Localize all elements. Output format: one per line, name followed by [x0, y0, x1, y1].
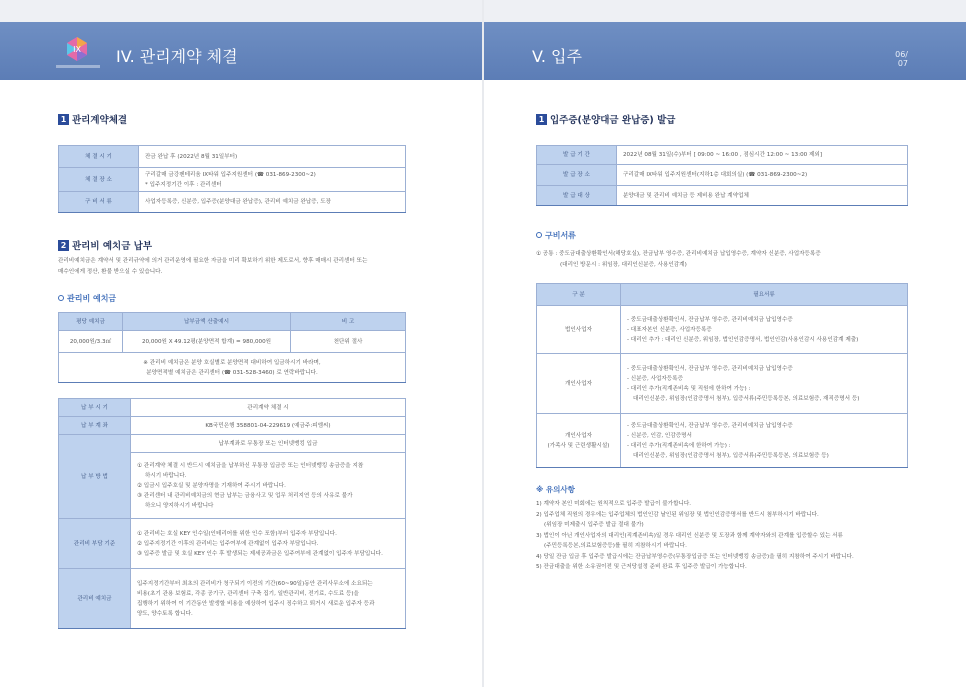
table-row: 체 결 시 기 잔금 완납 후 (2022년 8월 31일부터)	[59, 146, 406, 168]
docs-subtitle: 구비서류	[536, 230, 576, 241]
table-row: 발 급 장 소 구리갈매 IX타워 입주지원센터(지하1층 대회의실) (☎ 031-869-2300~2)	[537, 165, 908, 186]
deposit-description: 관리비예치금은 계약서 및 관리규약에 의거 관리운영에 필요한 자금을 미리 확보하기 위한 제도로서, 향후 매매시 관리센터 또는 매수인에게 정산, 환불 받으실 수 있습니다.	[58, 258, 368, 275]
page-number: 06/ 07	[895, 50, 908, 68]
circle-bullet-icon	[58, 295, 64, 301]
table-row: 20,000원/3.3㎡ 20,000원 X 49.12평(분양면적 합계) = 980,000원 천단위 절사	[59, 331, 406, 353]
logo-tagline	[56, 65, 100, 68]
common-docs: ① 공통 : 중도금대출상환확인서(해당호실), 잔금납부 영수증, 관리비예치금 납입영수증, 계약자 신분증, 사업자등록증 (대리인 방문시 : 위임장, 대리인신분증, 사용인감계)	[536, 251, 821, 268]
left-page	[0, 0, 482, 687]
deposit-table	[58, 312, 406, 383]
notice-title: ※ 유의사항	[536, 485, 575, 494]
table-header-row: 구 분 필요서류	[537, 284, 908, 306]
section-contract-title: 1 관리계약체결	[58, 112, 127, 126]
notice-list: 1) 계약자 본인 미회에는 원칙적으로 입주증 발급이 불가합니다. 2) 입주업체 직원의 경우에는 입주업체의 법인인감 날인된 위임장 및 법인인감증명서를 반드시 첨부하시기 바랍니다. (위임장 미제출시 입주증 발급 절대 불가) 3) 법인이 아닌 개인사업자의 대리인(직계존비속)일 경우 대리인 신분증 및 도장과 함께 계약자와의 관계를 입증할수 있는 서류 (주민등록등본,의료보험증등)를 필히 지참하시기 바랍니다. 4) 당일 잔금 입금 후 입주증 발급시에는 잔금납부영수증(무통장입금증 또는 인터넷뱅킹 송금증)을 필히 지참하여 주시기 바랍니다. 5) 잔금대출을 위한 소유권이전 및 근저당설정 준비 완료 후 입주증 발급이 가능합니다.	[536, 501, 854, 570]
left-header-band	[0, 0, 482, 80]
payment-table	[58, 398, 406, 629]
table-row: 개인사업자 (가족사 및 근린생활시설) - 중도금대출상환확인서, 잔금납부 영수증, 관리비예치금 납입영수증 - 신분증, 인감, 인감증명서 - 대리인 추가(직계존비속에 한하여 가능) : 대리인신분증, 위임장(인감증명서 첨부), 입증서류(주민등록등본, 의료보험증 등)	[537, 414, 908, 468]
svg-text:IX: IX	[73, 45, 81, 54]
table-row: 관리비 예치금 입주지정기간부터 최초의 관리비가 청구되기 이전의 기간(60~90일)동안 관리사무소에 소요되는 비용(초기 관용 보험료, 각종 공기구, 관리센터 구축 집기, 일반관리비, 전기료, 수도료 등)을 집행하기 위하여 이 기간동안 발생할 비용을 예상하여 입주시 징수하고 퇴거시 새로운 입주자 등과 양도, 양수토록 합니다.	[59, 569, 406, 629]
ix-logo-icon	[66, 36, 88, 62]
table-row: 납 부 방 법 납부계좌로 무통장 또는 인터넷뱅킹 입금	[59, 435, 406, 453]
table-row: 구 비 서 류 사업자등록증, 신분증, 입주증(분양대금 완납증), 관리비 예치금 완납증, 도장	[59, 192, 406, 213]
contract-table	[58, 145, 406, 213]
table-row: ① 관리계약 체결 시 반드시 예치금을 납부하신 무통장 입금증 또는 인터넷뱅킹 송금증을 지참 하시기 바랍니다. ② 입금시 입주호실 및 분양자명을 기재하여 주시기 바랍니다. ③ 관리센터 내 관리비예치금의 현금 납부는 금융사고 및 업무 처리지연 등의 사유로 불가 하오니 양지하시기 바랍니다	[59, 453, 406, 519]
table-header-row: 평당 예치금 납부금액 산출예시 비 고	[59, 313, 406, 331]
table-row: ※ 관리비 예치금은 분양 호실별로 분양면적 대비하여 입금하시기 바라며, 분양면적별 예치금은 관리센터 (☎ 031-528-3460) 로 연락바랍니다.	[59, 353, 406, 383]
table-row: 개인사업자 - 중도금대출상환확인서, 잔금납부 영수증, 관리비예치금 납입영수증 - 신분증, 사업자등록증 - 대리인 추가(직계존비속 및 직원에 한하여 가능) : 대리인신분증, 위임장(인감증명서 첨부), 입증서류(주민등록등본, 의료보험증, 재직증명서 등)	[537, 354, 908, 414]
right-page-title: V. 입주	[532, 47, 582, 66]
right-header-band	[484, 0, 966, 80]
issue-table	[536, 145, 908, 206]
table-row: 체 결 장 소 구리갈매 금강펜테리움 IX타워 입주지원센터 (☎ 031-869-2300~2) * 입주지정기간 이후 : 관리센터	[59, 168, 406, 192]
section-issue-title: 1 입주증(분양대금 완납증) 발급	[536, 112, 675, 126]
table-row: 납 부 계 좌 KB국민은행 358801-04-229619 (예금주:피엠씨)	[59, 417, 406, 435]
table-row: 납 부 시 기 관리계약 체결 시	[59, 399, 406, 417]
section-deposit-title: 2 관리비 예치금 납부	[58, 238, 152, 252]
circle-bullet-icon	[536, 232, 542, 238]
table-row: 법인사업자 - 중도금대출상환확인서, 잔금납부 영수증, 관리비예치금 납입영수증 - 대표자본인 신분증, 사업자등록증 - 대리인 추가 : 대리인 신분증, 위임장, 법인인감증명서, 법인인감(사용인감시 사용인감계 제출)	[537, 306, 908, 354]
left-page-title: IV. 관리계약 체결	[116, 47, 238, 66]
table-row: 관리비 부담 기준 ① 관리비는 호실 KEY 인수일(인테리어를 위한 인수 포함)부터 입주자 부담입니다. ② 입주지정기간 이후의 관리비는 입주여부에 관계없이 입주자 부담입니다. ③ 입주증 발급 및 호실 KEY 인수 후 발생되는 제세공과금은 입주여부에 관계없이 입주자 부담입니다.	[59, 519, 406, 569]
table-row: 발 급 기 간 2022년 08월 31일(수)부터 [ 09:00 ~ 16:00 , 점심시간 12:00 ~ 13:00 제외]	[537, 146, 908, 165]
table-row: 발 급 대 상 분양대금 및 관리비 예치금 등 제비용 완납 계약업체	[537, 186, 908, 206]
docs-table	[536, 283, 908, 468]
deposit-subtitle: 관리비 예치금	[58, 293, 116, 304]
right-page	[484, 0, 966, 687]
